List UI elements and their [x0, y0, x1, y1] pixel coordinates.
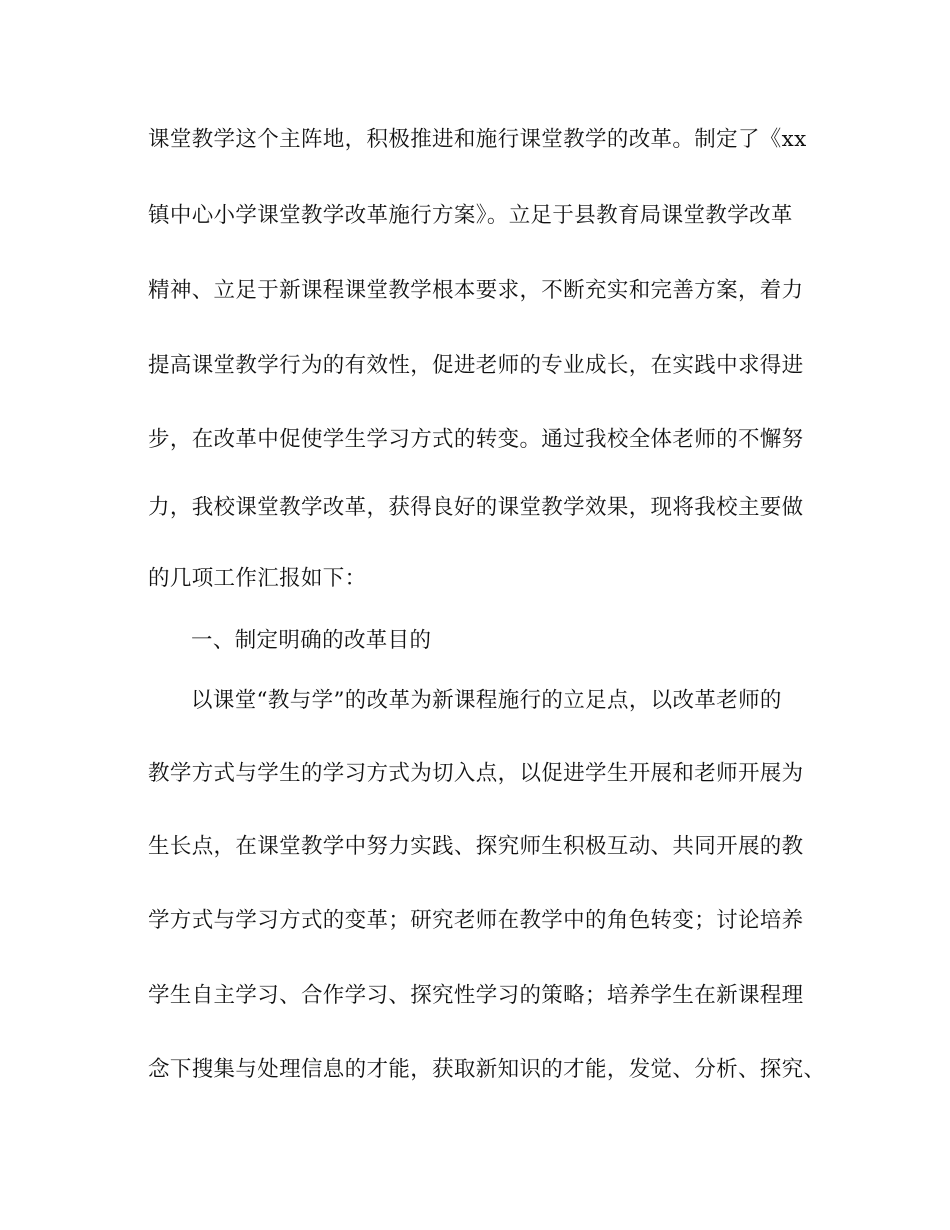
text-line: 课堂教学这个主阵地，积极推进和施行课堂教学的改革。制定了《xx — [148, 127, 807, 152]
text-line: 以课堂“教与学”的改革为新课程施行的立足点，以改革老师的 — [191, 688, 782, 713]
text-line: 生长点，在课堂教学中努力实践、探究师生积极互动、共同开展的教 — [148, 834, 804, 859]
text-line: 步，在改革中促使学生学习方式的转变。通过我校全体老师的不懈努 — [148, 427, 804, 452]
text-line: 的几项工作汇报如下： — [148, 566, 367, 591]
text-line: 学生自主学习、合作学习、探究性学习的策略；培养学生在新课程理 — [148, 983, 804, 1008]
text-line: 教学方式与学生的学习方式为切入点，以促进学生开展和老师开展为 — [148, 761, 804, 786]
section-heading: 一、制定明确的改革目的 — [191, 628, 432, 653]
text-line: 念下搜集与处理信息的才能，获取新知识的才能，发觉、分析、探究、 — [148, 1057, 826, 1082]
text-line: 镇中心小学课堂教学改革施行方案》。立足于县教育局课堂教学改革 — [148, 203, 793, 228]
text-line: 精神、立足于新课程课堂教学根本要求，不断充实和完善方案，着力 — [148, 278, 804, 303]
text-line: 提高课堂教学行为的有效性，促进老师的专业成长，在实践中求得进 — [148, 353, 804, 378]
text-line: 力，我校课堂教学改革，获得良好的课堂教学效果，现将我校主要做 — [148, 495, 804, 520]
text-line: 学方式与学习方式的变革；研究老师在教学中的角色转变；讨论培养 — [148, 908, 804, 933]
